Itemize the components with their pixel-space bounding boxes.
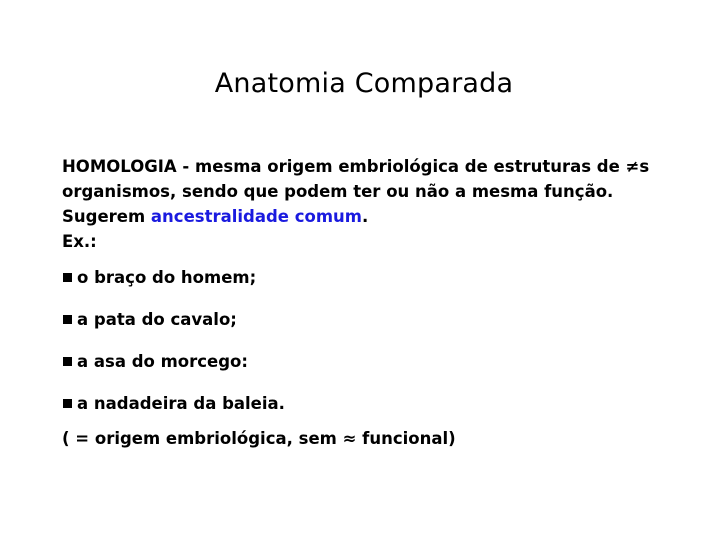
square-bullet-icon bbox=[63, 273, 72, 282]
list-item-text: a asa do morcego: bbox=[77, 352, 248, 371]
note-text: ( = origem embriológica, sem ≈ funcional) bbox=[62, 429, 456, 448]
list-item-text: a pata do cavalo; bbox=[77, 310, 237, 329]
slide-title: Anatomia Comparada bbox=[214, 68, 514, 100]
square-bullet-icon bbox=[63, 357, 72, 366]
examples-list bbox=[62, 265, 702, 416]
list-item-text: a nadadeira da baleia. bbox=[77, 394, 285, 413]
slide-body bbox=[62, 154, 702, 451]
homology-term: HOMOLOGIA bbox=[62, 157, 177, 176]
square-bullet-icon bbox=[63, 315, 72, 324]
list-item bbox=[62, 349, 702, 374]
square-bullet-icon bbox=[63, 399, 72, 408]
list-item bbox=[62, 391, 702, 416]
highlight-common-ancestry: ancestralidade comum bbox=[150, 207, 362, 226]
definition-end: . bbox=[362, 207, 369, 226]
list-item bbox=[62, 265, 702, 290]
list-item bbox=[62, 307, 702, 332]
examples-label: Ex.: bbox=[62, 232, 97, 251]
definition-text: - mesma origem embriológica de estruturas de ≠s organismos, sendo que podem ter ou não a mesma função. Sugerem bbox=[62, 157, 650, 226]
list-item-text: o braço do homem; bbox=[77, 268, 257, 287]
homology-definition bbox=[62, 154, 702, 254]
